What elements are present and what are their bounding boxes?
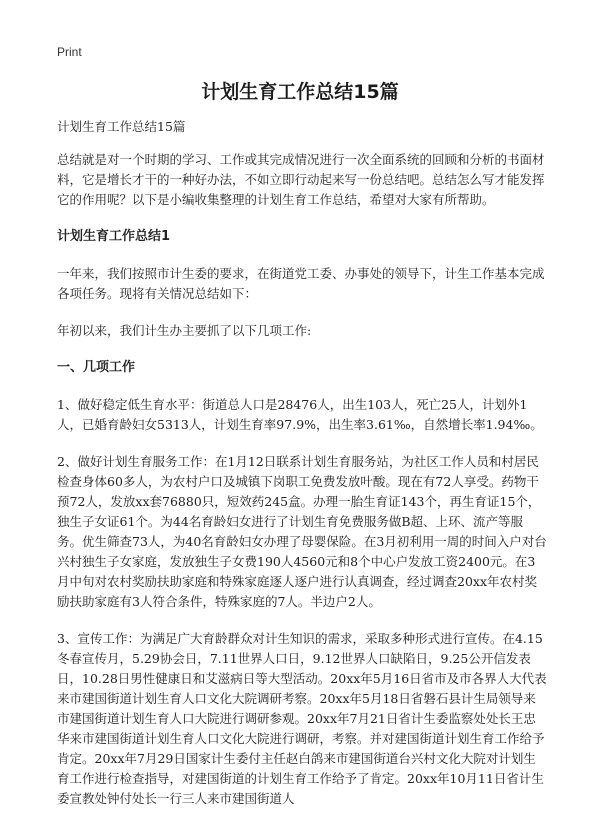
document-subtitle: 计划生育工作总结15篇 <box>57 119 186 134</box>
subsection-heading: 一、几项工作 <box>57 360 136 375</box>
list-item-2: 2、做好计划生育服务工作：在1月12日联系计划生育服务站，为社区工作人员和村居民检查身体60多人，为农村户口及城镇下岗职工免费发放叶酸。现在有72人享受。药物干预72人，发放xx套76880只，短效药245盒。办理一胎生育证143个，再生育证15个，独生子女证61个。为44名育龄妇女进行了计划生育免费服务做B超、上环、流产等服务。优生筛查73人，为40名育龄妇女办理了母婴保险。在3月初利用一周的时间入户对台兴村独生子女家庭，发放独生子女费190人4560元和8个中心户发放工资2400元。在3月中旬对农村奖励扶助家庭和特殊家庭逐人逐户进行认真调查，经过调查20xx年农村奖励扶助家庭有3人符合条件，特殊家庭的7人。半边户2人。 <box>57 454 547 609</box>
intro-paragraph: 总结就是对一个时期的学习、工作或其完成情况进行一次全面系统的回顾和分析的书面材料，它是增长才干的一种好办法，不如立即行动起来写一份总结吧。总结怎么写才能发挥它的作用呢？以下是小编收集整理的计划生育工作总结，希望对大家有所帮助。 <box>57 152 545 207</box>
list-item-3: 3、宣传工作：为满足广大育龄群众对计生知识的需求，采取多种形式进行宣传。在4.15冬春宣传月，5.29协会日，7.11世界人口日，9.12世界人口缺陷日，9.25公开信发表日，10.28日男性健康日和艾滋病日等大型活动。20xx年5月16日省市及市各界人大代表来市建国街道计划生育人口文化大院调研考察。20xx年5月18日省磐石县计生局领导来市建国街道计划生育人口大院进行调研参观。20xx年7月21日省计生委监察处处长王忠华来市建国街道计划生育人口文化大院进行调研，考察。并对建国街道计划生育工作给予肯定。20xx年7月29日国家计生委付主任赵白鸽来市建国街道台兴村文化大院对计划生育工作进行检查指导，对建国街道的计划生育工作给予了肯定。20xx年10月11日省计生委宣教处钟付处长一行三人来市建国街道人 <box>57 631 547 806</box>
paragraph-work-intro: 年初以来，我们计生办主要抓了以下几项工作: <box>57 323 312 338</box>
document-title: 计划生育工作总结15篇 <box>201 81 399 103</box>
print-link[interactable]: Print <box>57 45 82 59</box>
paragraph-overview: 一年来，我们按照市计生委的要求，在街道党工委、办事处的领导下，计生工作基本完成各项任务。现将有关情况总结如下： <box>57 266 545 301</box>
document-body <box>57 117 547 809</box>
section-heading: 计划生育工作总结1 <box>57 229 171 244</box>
list-item-1: 1、做好稳定低生育水平：街道总人口是28476人，出生103人，死亡25人，计划外1人，已婚育龄妇女5313人，计划生育率97.9%，出生率3.61‰，自然增长率1.94‰。 <box>57 397 543 432</box>
